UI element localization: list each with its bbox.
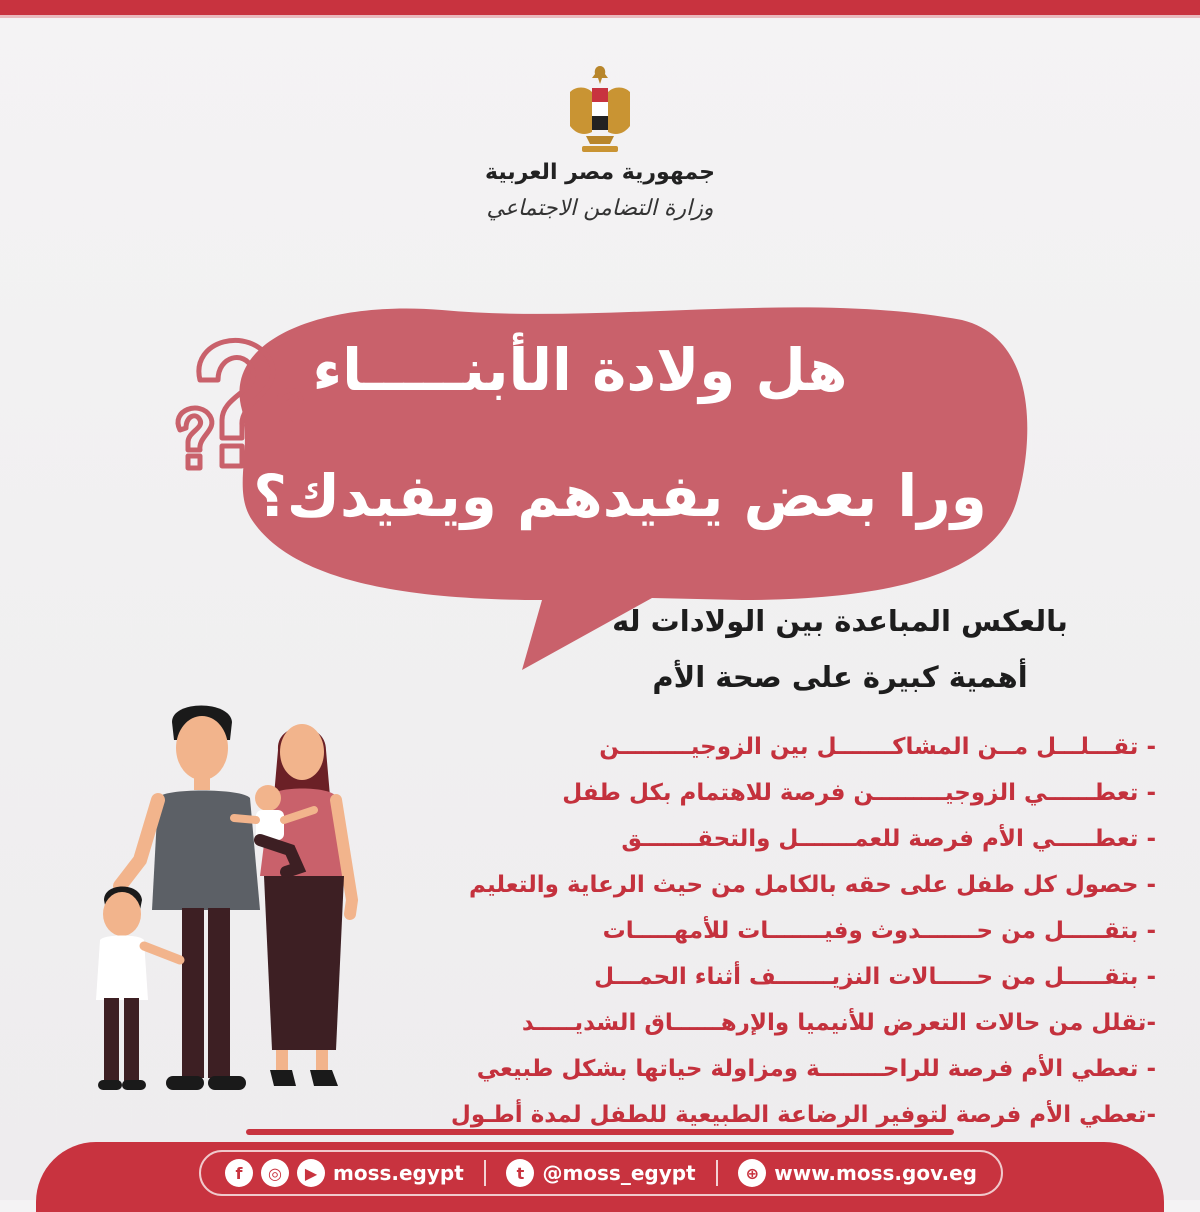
- globe-icon[interactable]: ⊕: [738, 1159, 766, 1187]
- list-item: - بتقـــــل من حـــــــدوث وفيـــــــات للأمهـــــات: [602, 918, 1156, 944]
- youtube-icon[interactable]: ▶: [297, 1159, 325, 1187]
- instagram-icon[interactable]: ◎: [261, 1159, 289, 1187]
- social-group: [225, 1159, 464, 1187]
- list-item: - حصول كل طفل على حقه بالكامل من حيث الرعاية والتعليم: [468, 872, 1156, 898]
- eagle-emblem-icon: [566, 62, 634, 156]
- website-group: [738, 1159, 977, 1187]
- list-item: -تعطي الأم فرصة لتوفير الرضاعة الطبيعية للطفل لمدة أطـول: [450, 1102, 1156, 1128]
- list-item: - تقـــلـــل مــن المشاكـــــــل بين الزوجيـــــــــن: [599, 734, 1156, 760]
- facebook-icon[interactable]: f: [225, 1159, 253, 1187]
- headline-line-2: ورا بعض يفيدهم ويفيدك؟: [253, 462, 987, 530]
- social-handle[interactable]: moss.egypt: [333, 1161, 464, 1185]
- twitter-group: [506, 1159, 695, 1187]
- footer-contact-bar: [199, 1150, 1003, 1196]
- separator: [716, 1160, 718, 1186]
- list-item: - بتقـــــل من حـــــالات النزيـــــــف أثناء الحمـــل: [594, 964, 1156, 990]
- ministry-name: وزارة التضامن الاجتماعي: [486, 196, 714, 221]
- list-item: - تعطي الأم فرصة للراحــــــــة ومزاولة حياتها بشكل طبيعي: [476, 1056, 1156, 1082]
- top-accent-bar: [0, 0, 1200, 15]
- list-item: - تعطـــــي الأم فرصة للعمـــــــل والتحقـــــــق: [621, 826, 1156, 852]
- family-illustration: [90, 700, 380, 1100]
- list-item: -تقلل من حالات التعرض للأنيميا والإرهــــــاق الشديـــــد: [521, 1010, 1156, 1036]
- mother-figure: [260, 724, 352, 1086]
- twitter-icon[interactable]: t: [506, 1159, 534, 1187]
- intro-line-1: بالعكس المباعدة بين الولادات له: [612, 604, 1068, 638]
- list-item: - تعطــــــي الزوجيـــــــــن فرصة للاهتمام بكل طفل: [562, 780, 1156, 806]
- twitter-handle[interactable]: @moss_egypt: [542, 1161, 696, 1185]
- website-link[interactable]: www.moss.gov.eg: [774, 1161, 977, 1185]
- intro-line-2: أهمية كبيرة على صحة الأم: [652, 660, 1028, 694]
- headline-line-1: هل ولادة الأبنـــــاء: [312, 336, 848, 404]
- country-name: جمهورية مصر العربية: [485, 160, 715, 185]
- separator: [484, 1160, 486, 1186]
- footer-divider: [246, 1129, 954, 1135]
- boy-figure: [96, 887, 180, 1091]
- benefits-list: [436, 724, 1156, 1138]
